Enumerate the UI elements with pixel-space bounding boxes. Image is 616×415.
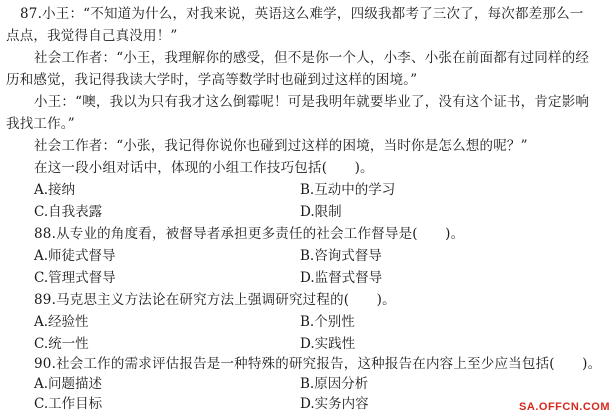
q88-stem: 88.从专业的角度看，被督导者承担更多责任的社会工作督导是( )。 xyxy=(34,226,465,242)
q88-option-a[interactable]: A.师徒式督导 xyxy=(34,248,116,264)
q87-option-d[interactable]: D.限制 xyxy=(300,204,342,220)
q89-stem: 89.马克思主义方法论在研究方法上强调研究过程的( )。 xyxy=(34,292,396,308)
q88-option-c[interactable]: C.管理式督导 xyxy=(34,270,116,286)
q90-stem: 90.社会工作的需求评估报告是一种特殊的研究报告，这种报告在内容上至少应当包括( )。 xyxy=(34,356,602,372)
q90-option-d[interactable]: D.实务内容 xyxy=(300,396,369,412)
q88-option-b[interactable]: B.咨询式督导 xyxy=(300,248,382,264)
q87-option-c[interactable]: C.自我表露 xyxy=(34,204,103,220)
q87-question: 在这一段小组对话中，体现的小组工作技巧包括( )。 xyxy=(34,160,374,176)
q90-option-c[interactable]: C.工作目标 xyxy=(34,396,103,412)
q87-worker-line2: 历和感觉，我记得我读大学时，学高等数学时也碰到过这样的困境。” xyxy=(6,72,418,88)
q87-stem-line1: 87.小王：“不知道为什么，对我来说，英语这么难学，四级我都考了三次了，每次都差那么一 xyxy=(20,6,584,22)
q89-option-b[interactable]: B.个别性 xyxy=(300,314,355,330)
q88-option-d[interactable]: D.监督式督导 xyxy=(300,270,383,286)
q87-worker2-line1: 社会工作者：“小张，我记得你说你也碰到过这样的困境，当时你是怎么想的呢？” xyxy=(34,138,528,154)
q89-option-d[interactable]: D.实践性 xyxy=(300,336,356,352)
q87-wang-line1: 小王：“噢，我以为只有我才这么倒霉呢！可是我明年就要毕业了，没有这个证书，肯定影响 xyxy=(34,94,590,110)
q90-option-b[interactable]: B.原因分析 xyxy=(300,376,369,392)
q87-worker-line1: 社会工作者：“小王，我理解你的感受，但不是你一个人，小李、小张在前面都有过同样的经 xyxy=(34,50,590,66)
q89-option-c[interactable]: C.统一性 xyxy=(34,336,89,352)
q87-option-b[interactable]: B.互动中的学习 xyxy=(300,182,396,198)
q87-stem-line2: 点点，我觉得自己真没用！” xyxy=(6,28,178,44)
q90-option-a[interactable]: A.问题描述 xyxy=(34,376,103,392)
q87-option-a[interactable]: A.接纳 xyxy=(34,182,76,198)
q87-wang-line2: 我找工作。” xyxy=(6,116,75,132)
q89-option-a[interactable]: A.经验性 xyxy=(34,314,89,330)
site-watermark: SA.OFFCN.COM xyxy=(519,401,610,413)
